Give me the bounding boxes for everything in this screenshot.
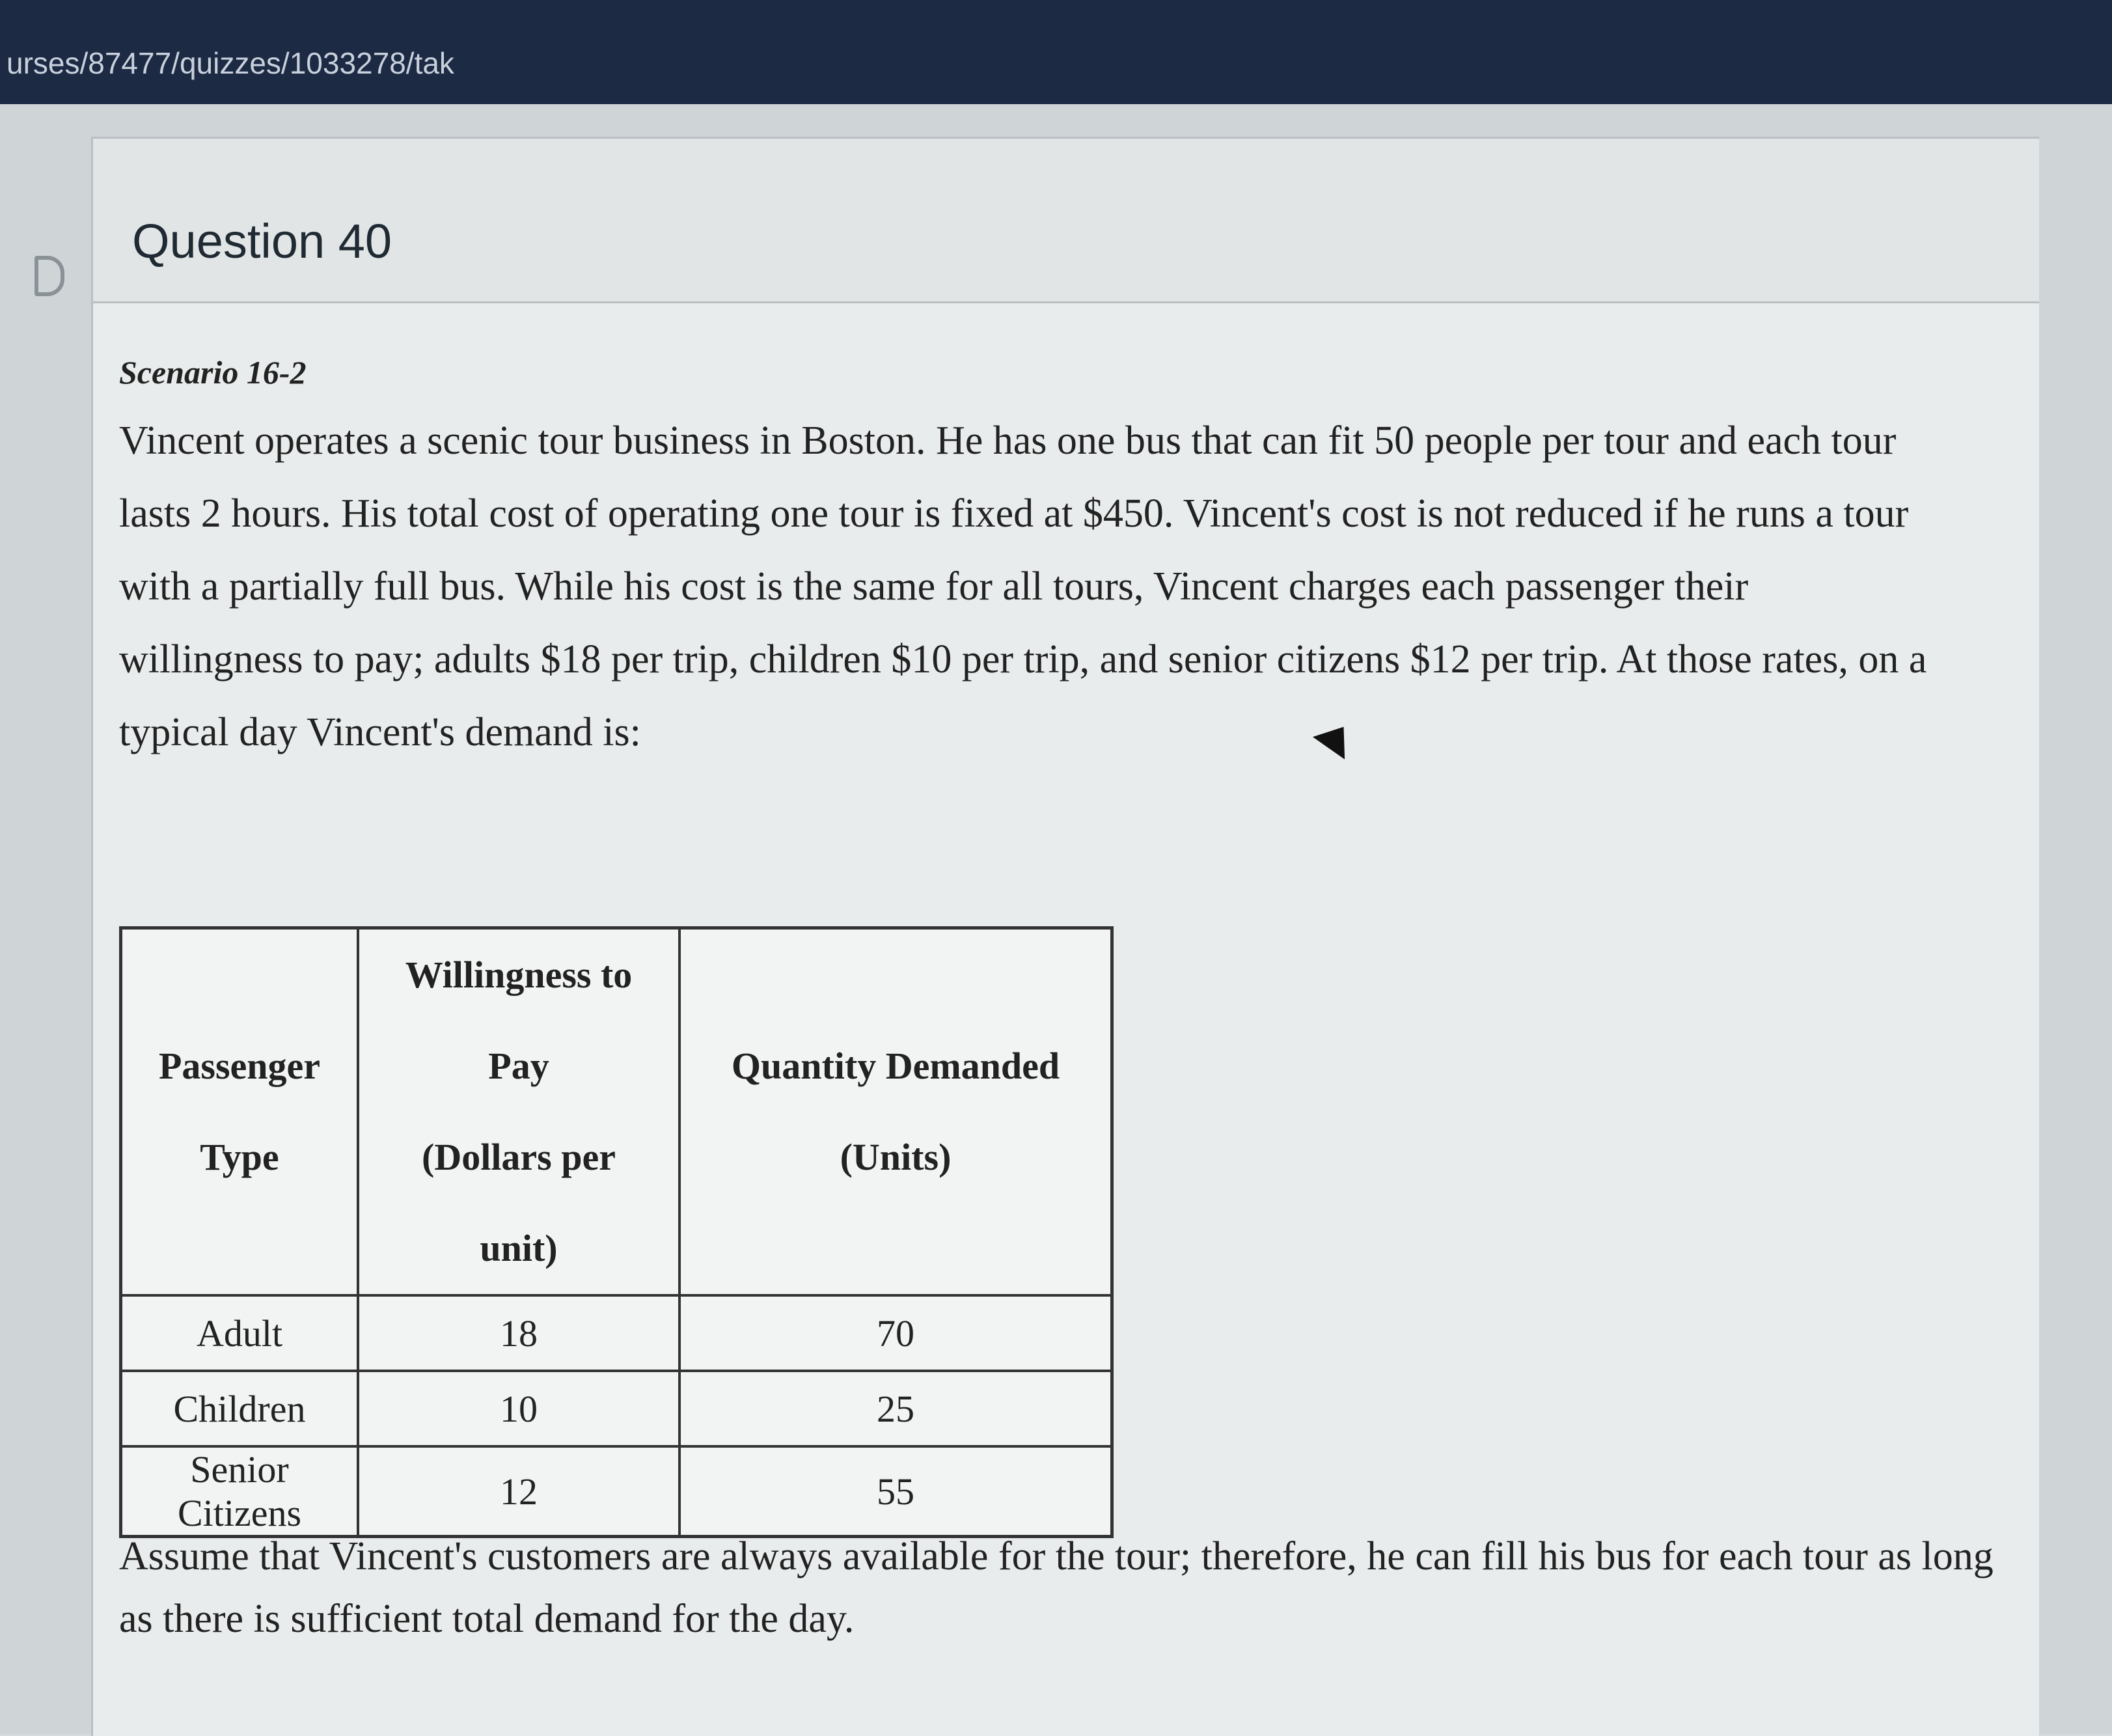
url-text[interactable]: urses/87477/quizzes/1033278/tak — [7, 46, 454, 80]
header-passenger-type: Passenger Type — [121, 928, 359, 1296]
header-qty-line1: Quantity Demanded — [731, 1045, 1060, 1087]
header-quantity-demanded — [679, 928, 1112, 1296]
question-content — [119, 353, 2007, 1641]
cell-wtp: 18 — [358, 1295, 679, 1371]
table-row — [121, 1446, 1112, 1537]
scenario-label: Scenario 16-2 — [119, 354, 307, 391]
question-card — [91, 137, 2039, 1736]
demand-table — [119, 926, 1114, 1538]
question-stem: Vincent operates a scenic tour business in Boston. He has one bus that can fit 50 people per tour and each tour lasts 2 hours. His total cost of operating one tour is fixed at $450. Vincent's cost is not reduced if he runs a tour with a partially full bus. While his cost is the same for all tours, Vincent charges each passenger their willingness to pay; adults $18 per trip, children $10 per trip, and senior citizens $12 per trip. At those rates, on a typical day Vincent's demand is: — [119, 419, 1927, 754]
cell-passenger-type: Adult — [121, 1295, 359, 1371]
flag-question-icon[interactable] — [34, 256, 64, 296]
assumption-text: Assume that Vincent's customers are always available for the tour; therefore, he can fill his bus for each tour as long as there is sufficient total demand for the day. — [119, 1534, 1994, 1641]
cell-quantity: 70 — [679, 1295, 1112, 1371]
header-wtp-line2: (Dollars per unit) — [422, 1136, 616, 1269]
browser-address-bar[interactable] — [0, 0, 2112, 104]
question-title: Question 40 — [132, 214, 392, 268]
header-wtp-line1: Willingness to Pay — [405, 954, 633, 1087]
cell-quantity: 55 — [679, 1446, 1112, 1537]
header-willingness-to-pay — [358, 928, 679, 1296]
cell-wtp: 10 — [358, 1371, 679, 1446]
question-header — [93, 139, 2039, 303]
header-qty-line2: (Units) — [840, 1136, 952, 1178]
table-header-row — [121, 928, 1112, 1296]
table-row — [121, 1371, 1112, 1446]
cell-passenger-type: Children — [121, 1371, 359, 1446]
cell-wtp: 12 — [358, 1446, 679, 1537]
cell-passenger-type: Senior Citizens — [121, 1446, 359, 1537]
cell-quantity: 25 — [679, 1371, 1112, 1446]
table-row — [121, 1295, 1112, 1371]
